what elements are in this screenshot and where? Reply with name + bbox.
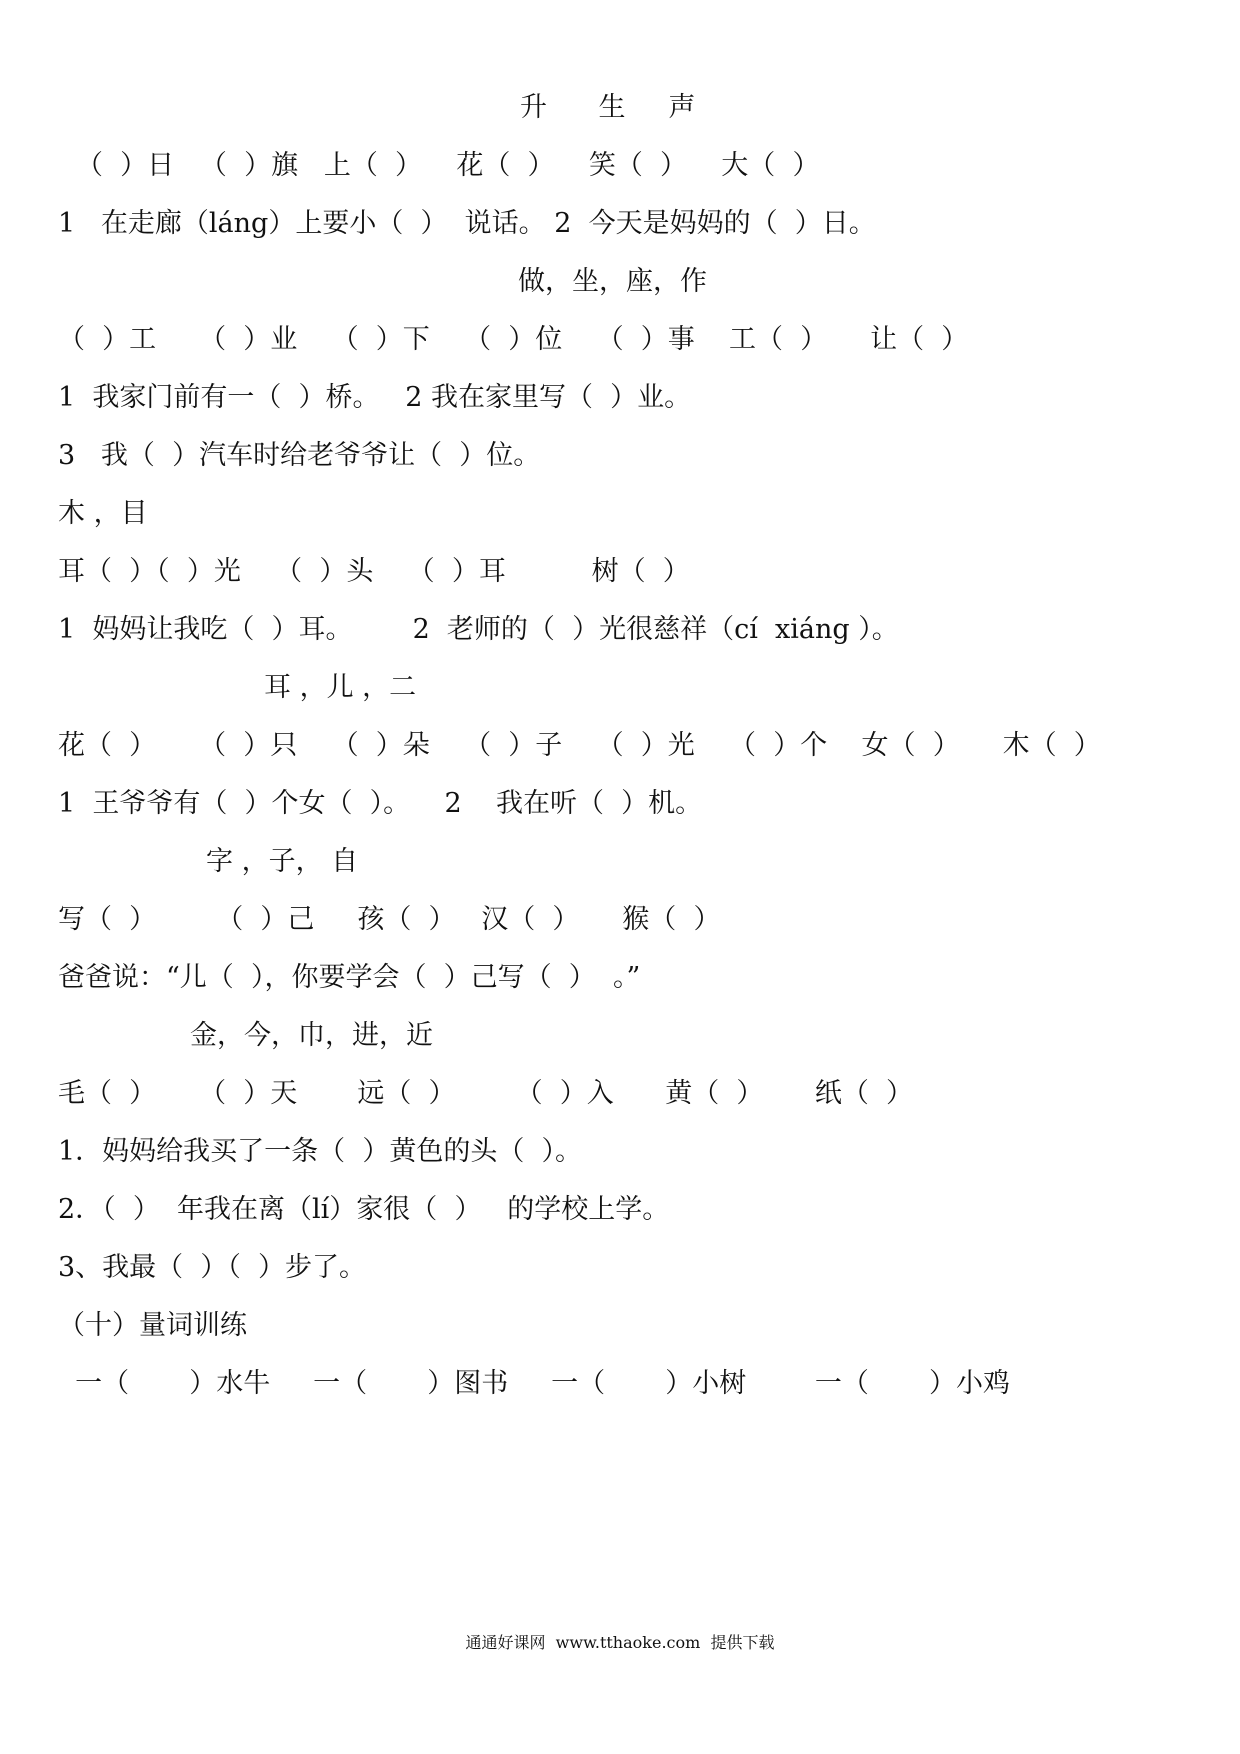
section1-heading: 升 生 声 — [520, 92, 696, 123]
section4-sentences: 1 王爷爷有（ ）个女（ ）。 2 我在听（ ）机。 — [58, 788, 703, 819]
section6-blanks: 毛（ ） （ ）天 远（ ） （ ）入 黄（ ） 纸（ ） — [58, 1078, 914, 1109]
footer-credit: 通通好课网 www.tthaoke.com 提供下载 — [465, 1633, 775, 1652]
section5-heading: 字 ，子， 自 — [206, 846, 359, 877]
section3-heading: 木 ，目 — [58, 498, 148, 529]
section2-blanks: （ ）工 （ ）业 （ ）下 （ ）位 （ ）事 工（ ） 让（ ） — [58, 324, 969, 355]
section6-sentence-2: 2．（ ） 年我在离（lí）家很（ ） 的学校上学。 — [58, 1194, 670, 1225]
section2-heading: 做，坐，座，作 — [518, 266, 707, 297]
section1-blanks: （ ）日 （ ）旗 上（ ） 花（ ） 笑（ ） 大（ ） — [76, 150, 820, 181]
section6-sentence-3: 3、我最（ ）（ ）步了。 — [58, 1252, 367, 1283]
section7-blanks: 一（ ）水牛 一（ ）图书 一（ ）小树 一（ ）小鸡 — [58, 1368, 1010, 1399]
section4-blanks: 花（ ） （ ）只 （ ）朵 （ ）子 （ ）光 （ ）个 女（ ） 木（ ） — [58, 730, 1101, 761]
section3-blanks: 耳（ ）（ ）光 （ ）头 （ ）耳 树（ ） — [58, 556, 690, 587]
section3-sentences: 1 妈妈让我吃（ ）耳。 2 老师的（ ）光很慈祥（cí xiáng ）。 — [58, 614, 899, 645]
section4-heading: 耳 ，儿 ，二 — [264, 672, 417, 703]
section1-sentences: 1 在走廊（láng）上要小（ ） 说话。 2 今天是妈妈的（ ）日。 — [58, 208, 876, 239]
section6-heading: 金，今，巾，进，近 — [190, 1020, 433, 1051]
section6-sentence-1: 1．妈妈给我买了一条（ ）黄色的头（ ）。 — [58, 1136, 583, 1167]
section7-heading: （十）量词训练 — [58, 1310, 247, 1341]
section2-sentence-1: 1 我家门前有一（ ）桥。 2 我在家里写（ ）业。 — [58, 382, 692, 413]
section2-sentence-2: 3 我（ ）汽车时给老爷爷让（ ）位。 — [58, 440, 541, 471]
section5-sentence: 爸爸说：“儿（ ），你要学会（ ）己写（ ） 。” — [58, 962, 641, 993]
section5-blanks: 写（ ） （ ）己 孩（ ） 汉（ ） 猴（ ） — [58, 904, 721, 935]
